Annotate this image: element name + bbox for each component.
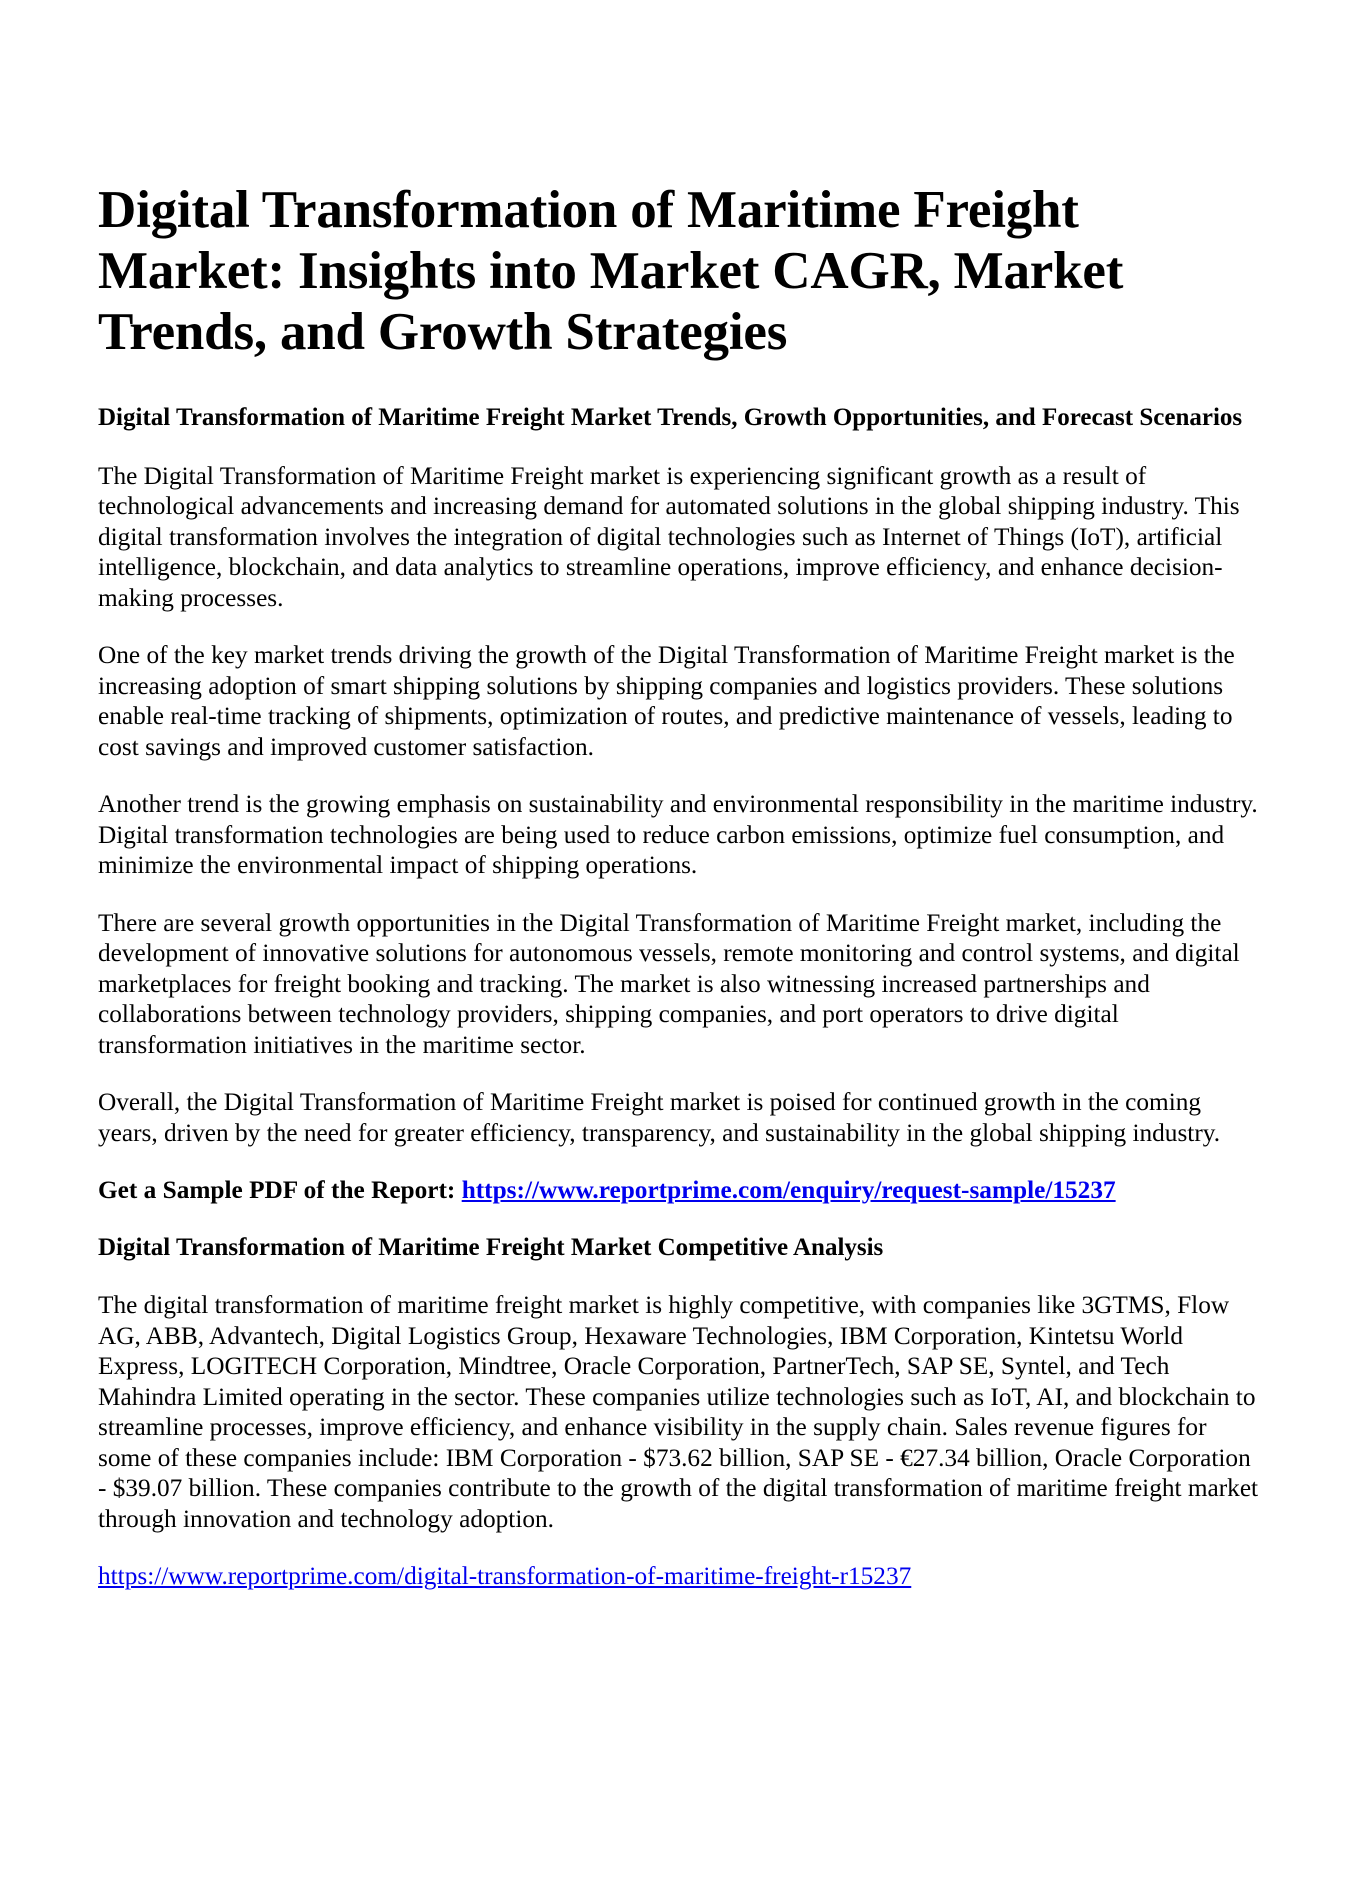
sample-pdf-link[interactable]: https://www.reportprime.com/enquiry/request-sample/15237 xyxy=(461,1176,1116,1204)
paragraph-key-trends: One of the key market trends driving the growth of the Digital Transformation of Maritime Freight market is the increasing adoption of smart shipping solutions by shipping companies and logistics providers. These solutions enable real-time tracking of shipments, optimization of routes, and predictive maintenance of vessels, leading to cost savings and improved customer satisfaction. xyxy=(98,641,1235,761)
page-title: Digital Transformation of Maritime Freight Market: Insights into Market CAGR, Market Trends, and Growth Strategies xyxy=(98,181,1124,361)
paragraph-opportunities: There are several growth opportunities in the Digital Transformation of Maritime Freight market, including the development of innovative solutions for autonomous vessels, remote monitoring and control systems, and digital marketplaces for freight booking and tracking. The market is also witnessing increased partnerships and collaborations between technology providers, shipping companies, and port operators to drive digital transformation initiatives in the maritime sector. xyxy=(98,908,1240,1059)
report-link[interactable]: https://www.reportprime.com/digital-transformation-of-maritime-freight-r15237 xyxy=(98,1562,912,1590)
paragraph-overall: Overall, the Digital Transformation of Maritime Freight market is poised for continued growth in the coming years, driven by the need for greater efficiency, transparency, and sustainability in the global shipping industry. xyxy=(98,1088,1221,1147)
paragraph-competitive: The digital transformation of maritime freight market is highly competitive, with companies like 3GTMS, Flow AG, ABB, Advantech, Digital Logistics Group, Hexaware Technologies, IBM Corporation, Kintetsu World Express, LOGITECH Corporation, Mindtree, Oracle Corporation, PartnerTech, SAP SE, Syntel, and Tech Mahindra Limited operating in the sector. These companies utilize technologies such as IoT, AI, and blockchain to streamline processes, improve efficiency, and enhance visibility in the supply chain. Sales revenue figures for some of these companies include: IBM Corporation - $73.62 billion, SAP SE - €27.34 billion, Oracle Corporation - $39.07 billion. These companies contribute to the growth of the digital transformation of maritime freight market through innovation and technology adoption. xyxy=(98,1291,1259,1533)
paragraph-sustainability: Another trend is the growing emphasis on sustainability and environmental responsibility in the maritime industry. Digital transformation technologies are being used to reduce carbon emissions, optimize fuel consumption, and minimize the environmental impact of shipping operations. xyxy=(98,790,1258,879)
sample-pdf-label: Get a Sample PDF of the Report: xyxy=(98,1176,462,1204)
sample-pdf-line xyxy=(98,1175,1264,1206)
section-heading-trends: Digital Transformation of Maritime Freight Market Trends, Growth Opportunities, and Forecast Scenarios xyxy=(98,404,1243,431)
paragraph-intro: The Digital Transformation of Maritime Freight market is experiencing significant growth as a result of technological advancements and increasing demand for automated solutions in the global shipping industry. This digital transformation involves the integration of digital technologies such as Internet of Things (IoT), artificial intelligence, blockchain, and data analytics to streamline operations, improve efficiency, and enhance decision-making processes. xyxy=(98,461,1240,612)
document-page xyxy=(98,180,1264,1619)
report-link-line xyxy=(98,1561,1264,1592)
section-heading-competitive: Digital Transformation of Maritime Freight Market Competitive Analysis xyxy=(98,1233,884,1261)
